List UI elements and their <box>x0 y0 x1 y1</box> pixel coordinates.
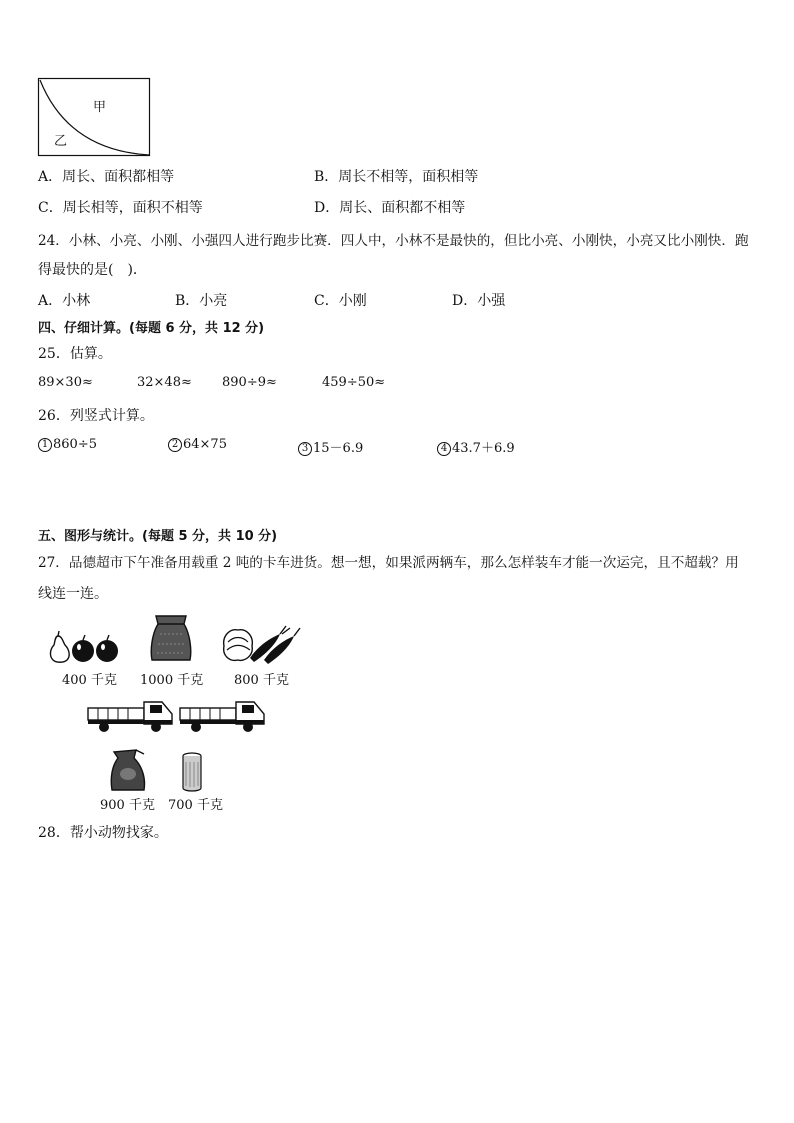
circled-number: 1 <box>38 438 52 452</box>
q26-title: 26．列竖式计算。 <box>38 408 154 424</box>
q23-option-a: A．周长、面积都相等 <box>38 169 175 185</box>
q28-title: 28．帮小动物找家。 <box>38 825 168 841</box>
q26-item-1 <box>38 437 97 452</box>
q24-option-c: C．小刚 <box>314 293 367 309</box>
q26-item-3 <box>298 437 363 456</box>
q25-item-4: 459÷50≈ <box>322 375 386 390</box>
q23-option-d: D．周长、面积都不相等 <box>314 200 466 216</box>
truck-icon-right <box>178 694 268 734</box>
q24-line2: 得最快的是( )． <box>38 262 147 278</box>
label-jia: 甲 <box>93 100 107 115</box>
q24-option-a: A．小林 <box>38 293 91 309</box>
vegetables-icon <box>220 624 302 664</box>
q26-expr: 64×75 <box>183 437 227 452</box>
weight-label-bag: 900 千克 <box>100 798 155 813</box>
q24-line1: 24．小林、小亮、小刚、小强四人进行跑步比赛．四人中，小林不是最快的，但比小亮、小刚快，小亮又比小刚快．跑 <box>38 233 749 249</box>
circled-number: 2 <box>168 438 182 452</box>
q24-option-d: D．小强 <box>452 293 506 309</box>
q27-line2: 线连一连。 <box>38 586 108 602</box>
q26-expr: 15－6.9 <box>313 441 364 456</box>
q26-item-2 <box>168 437 227 452</box>
q25-item-3: 890÷9≈ <box>222 375 277 390</box>
weight-label-can: 700 千克 <box>168 798 223 813</box>
q26-expr: 43.7＋6.9 <box>452 441 515 456</box>
truck-icon-left <box>86 694 176 734</box>
weight-label-fruit: 400 千克 <box>62 673 117 688</box>
q25-title: 25．估算。 <box>38 346 112 362</box>
section4-title: 四、仔细计算。(每题 6 分，共 12 分) <box>38 321 265 336</box>
weight-label-vegetables: 800 千克 <box>234 673 289 688</box>
circled-number: 4 <box>437 442 451 456</box>
q26-item-4 <box>437 437 515 456</box>
can-icon <box>181 752 203 792</box>
fruit-icon <box>46 630 122 664</box>
q27-line1: 27．品德超市下午准备用载重 2 吨的卡车进货。想一想，如果派两辆车，那么怎样装车才能一次运完，且不超载？用 <box>38 555 739 571</box>
q25-item-2: 32×48≈ <box>137 375 192 390</box>
q25-item-1: 89×30≈ <box>38 375 93 390</box>
q23-option-b: B．周长不相等，面积相等 <box>314 169 479 185</box>
q23-option-c: C．周长相等，面积不相等 <box>38 200 203 216</box>
sack-icon <box>148 614 194 662</box>
circled-number: 3 <box>298 442 312 456</box>
q24-option-b: B．小亮 <box>175 293 228 309</box>
weight-label-sack: 1000 千克 <box>140 673 204 688</box>
section5-title: 五、图形与统计。(每题 5 分，共 10 分) <box>38 529 278 544</box>
q26-expr: 860÷5 <box>53 437 97 452</box>
label-yi: 乙 <box>54 134 68 149</box>
bag-icon <box>108 748 150 792</box>
